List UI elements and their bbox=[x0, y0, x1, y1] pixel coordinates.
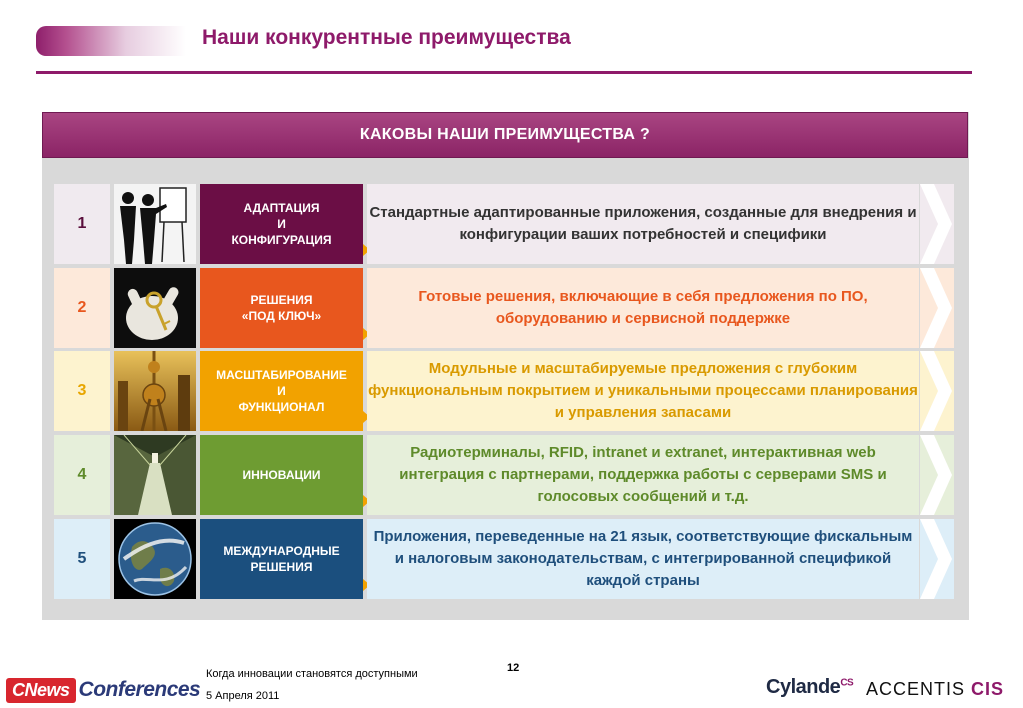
advantage-row-1 bbox=[54, 184, 954, 264]
advantage-description: Приложения, переведенные на 21 язык, соответствующие фискальным и налоговым законодательствам, с интегрированной спецификой каждой страны bbox=[367, 519, 919, 599]
chevron-right-icon bbox=[920, 268, 954, 348]
accentis-logo-text: ACCENTIS bbox=[866, 679, 966, 699]
cnews-logo-mark: CNews bbox=[6, 678, 76, 703]
title-tab-decoration bbox=[36, 26, 186, 56]
question-banner: КАКОВЫ НАШИ ПРЕИМУЩЕСТВА ? bbox=[42, 112, 968, 158]
title-divider bbox=[36, 71, 972, 74]
footer-slogan: Когда инновации становятся доступными bbox=[206, 668, 418, 680]
cylande-logo-sup: CS bbox=[840, 677, 854, 689]
advantage-label-text: РЕШЕНИЯ «ПОД КЛЮЧ» bbox=[241, 293, 322, 323]
advantage-description: Радиотерминалы, RFID, intranet и extranet, интерактивная web интеграция с партнерами, поддержка работы с серверами SMS и голосовых сообщений и т.д. bbox=[367, 435, 919, 515]
row-number: 5 bbox=[54, 519, 110, 599]
advantage-label-text: МЕЖДУНАРОДНЫЕ РЕШЕНИЯ bbox=[223, 544, 340, 574]
row-number: 1 bbox=[54, 184, 110, 264]
cylande-logo-text: Cylande bbox=[766, 676, 841, 698]
advantage-row-3 bbox=[54, 351, 954, 431]
cylande-logo bbox=[766, 676, 853, 699]
advantage-row-2 bbox=[54, 268, 954, 348]
conferences-logo-text: Conferences bbox=[78, 678, 201, 701]
chevron-right-icon bbox=[920, 519, 954, 599]
advantage-label bbox=[200, 268, 363, 348]
advantage-label bbox=[200, 184, 363, 264]
advantage-description: Стандартные адаптированные приложения, созданные для внедрения и конфигурации ваших потребностей и специфики bbox=[367, 184, 919, 264]
tower-city-photo bbox=[114, 351, 196, 431]
chevron-right-icon bbox=[920, 184, 954, 264]
advantage-label-text: ИННОВАЦИИ bbox=[242, 468, 321, 482]
cis-logo-text: CIS bbox=[971, 679, 1005, 699]
advantage-row-5 bbox=[54, 519, 954, 599]
advantage-row-4 bbox=[54, 435, 954, 515]
advantage-description: Модульные и масштабируемые предложения с глубоким функциональным покрытием и уникальными процессами планирования и управления запасами bbox=[367, 351, 919, 431]
advantage-label bbox=[200, 519, 363, 599]
earth-photo bbox=[114, 519, 196, 599]
chevron-right-icon bbox=[920, 351, 954, 431]
row-number: 3 bbox=[54, 351, 110, 431]
escalator-photo bbox=[114, 435, 196, 515]
footer-date: 5 Апреля 2011 bbox=[206, 690, 280, 702]
key-hand-photo bbox=[114, 268, 196, 348]
advantage-label bbox=[200, 351, 363, 431]
cnews-conferences-logo bbox=[6, 676, 200, 704]
page-number: 12 bbox=[507, 662, 520, 674]
row-number: 4 bbox=[54, 435, 110, 515]
advantage-description: Готовые решения, включающие в себя предложения по ПО, оборудованию и сервисной поддержке bbox=[367, 268, 919, 348]
accentis-logo bbox=[866, 679, 1004, 700]
presentation-photo bbox=[114, 184, 196, 264]
advantage-label-text: АДАПТАЦИЯ И КОНФИГУРАЦИЯ bbox=[231, 201, 332, 247]
advantage-label bbox=[200, 435, 363, 515]
advantage-label-text: МАСШТАБИРОВАНИЕ И ФУНКЦИОНАЛ bbox=[216, 368, 347, 414]
chevron-right-icon bbox=[920, 435, 954, 515]
slide-title: Наши конкурентные преимущества bbox=[202, 26, 571, 49]
row-number: 2 bbox=[54, 268, 110, 348]
